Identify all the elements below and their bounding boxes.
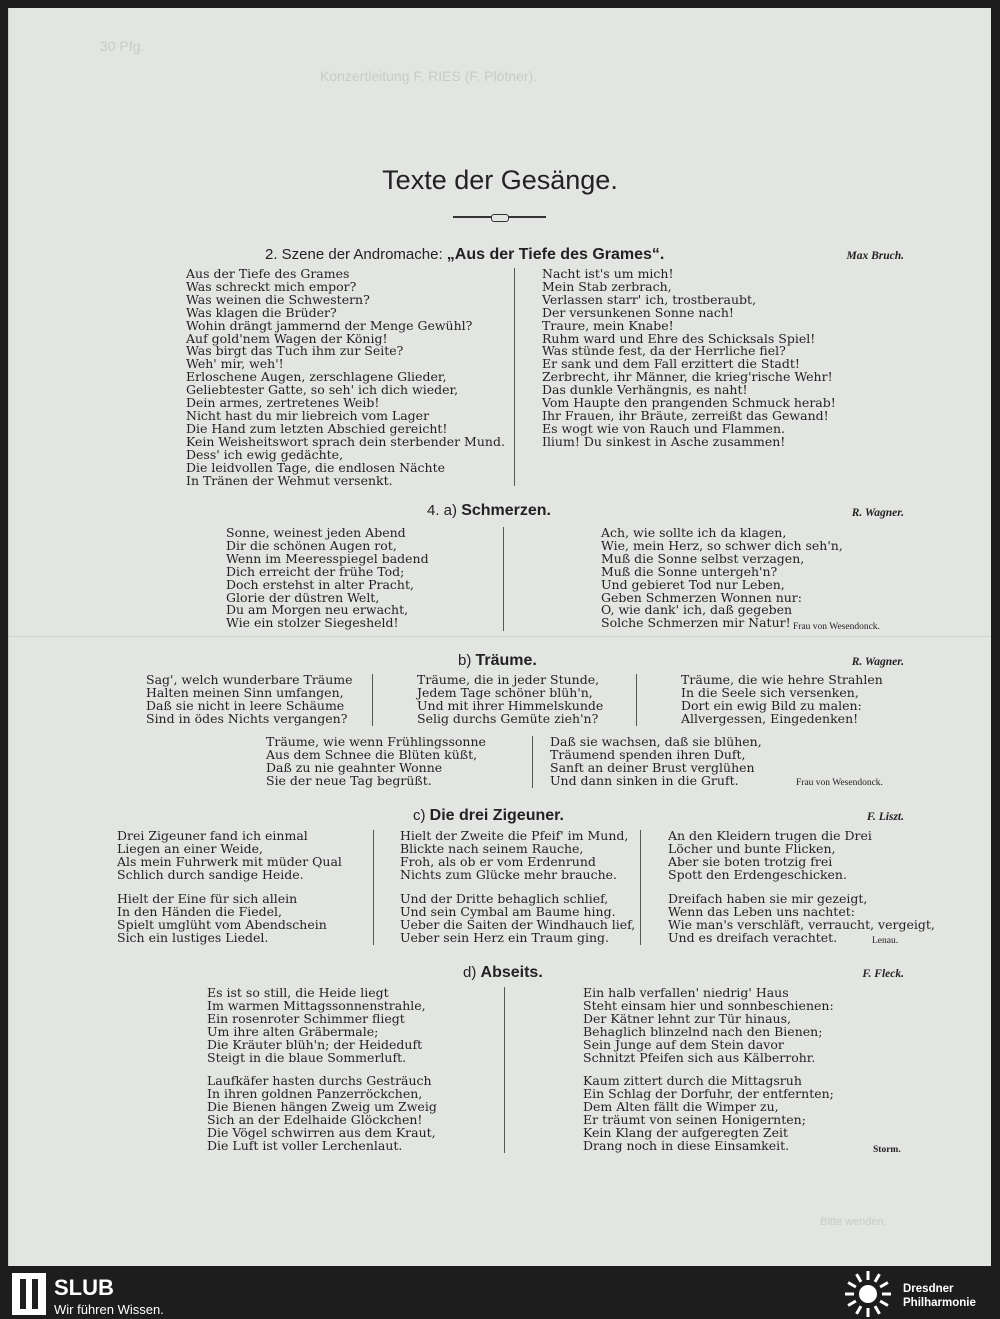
heading-prefix: c): [413, 807, 430, 824]
poem-line: Laufkäfer hasten durchs Gesträuch: [207, 1073, 432, 1088]
poem-line: Was birgt das Tuch ihm zur Seite?: [186, 343, 404, 359]
poem-line: In den Händen die Fiedel,: [117, 903, 283, 919]
heading-title: „Aus der Tiefe des Grames“.: [446, 246, 665, 263]
poem-line: Die Kräuter blüh'n; der Heideduft: [207, 1036, 423, 1052]
poem-line: In ihren goldnen Panzerröckchen,: [207, 1085, 423, 1101]
poem-line: Sind in ödes Nichts vergangen?: [146, 710, 348, 726]
orchestra-name-line2[interactable]: Philharmonie: [903, 1297, 976, 1309]
poem-line: Schnitzt Pfeifen sich aus Kälberrohr.: [583, 1049, 816, 1065]
poem-line: Dir die schönen Augen rot,: [226, 537, 397, 553]
slub-logo-icon[interactable]: [12, 1273, 46, 1315]
paper-fold: [8, 636, 991, 637]
poem-column-3: [668, 830, 872, 882]
poem-column-left: [207, 987, 426, 1064]
poem-line: Solche Schmerzen mir Natur!: [601, 615, 791, 631]
heading-title: Abseits.: [480, 964, 543, 981]
poem-line: Das dunkle Verhängnis, es naht!: [542, 382, 748, 398]
poem-line: Allvergessen, Eingedenken!: [681, 710, 859, 726]
poem-line: Sich ein lustiges Liedel.: [117, 929, 269, 945]
column-divider: [503, 527, 504, 631]
author-label: Storm.: [873, 1145, 901, 1155]
poem-column-right: [601, 527, 843, 630]
bleed-through-text: 30 Pfg.: [100, 38, 145, 54]
poem-line: Drei Zigeuner fand ich einmal: [117, 828, 308, 843]
poem-line: Daß sie wachsen, daß sie blühen,: [550, 734, 762, 749]
poem-line: Und sein Cymbal am Baume hing.: [400, 903, 616, 919]
poem-line: Sie der neue Tag begrüßt.: [266, 772, 432, 788]
poem-column-2: [417, 674, 603, 726]
poem-line: Und der Dritte behaglich schlief,: [400, 891, 609, 906]
poem-line: Zerbrecht, ihr Männer, die krieg'rische Wehr!: [542, 369, 833, 385]
column-divider: [514, 268, 515, 486]
poem-column-3: [681, 674, 883, 726]
poem-line: Weh' mir, weh'!: [186, 356, 284, 372]
poem-line: Nicht hast du mir liebreich vom Lager: [186, 407, 430, 423]
poem-column-1: [117, 830, 342, 882]
poem-line: Kaum zittert durch die Mittagsruh: [583, 1073, 802, 1088]
poem-line: Selig durchs Gemüte zieh'n?: [417, 710, 599, 726]
poem-line: Glorie der düstren Welt,: [226, 589, 380, 605]
poem-line: Aber sie boten trotzig frei: [668, 853, 833, 869]
poem-line: Erloschene Augen, zerschlagene Glieder,: [186, 369, 447, 385]
poem-line: Blickte nach seinem Rauche,: [400, 840, 584, 856]
section-heading-abseits: [463, 964, 543, 982]
poem-line: Was weinen die Schwestern?: [186, 291, 370, 307]
poem-line: Geben Schmerzen Wonnen nur:: [601, 589, 802, 605]
philharmonie-sun-icon[interactable]: [842, 1269, 894, 1319]
poem-line: Halten meinen Sinn umfangen,: [146, 684, 344, 700]
poem-line: Wie man's verschläft, verraucht, vergeigt,: [668, 916, 935, 932]
column-divider: [636, 674, 637, 726]
poem-line: Auf gold'nem Wagen der König!: [186, 330, 388, 346]
poem-line: Träumend spenden ihren Duft,: [550, 746, 746, 762]
poem-column-left-lower: [266, 736, 486, 788]
poem-line: Wohin drängt jammernd der Menge Gewühl?: [186, 317, 473, 333]
heading-title: Träume.: [475, 652, 537, 669]
poem-line: Im warmen Mittagssonnenstrahle,: [207, 997, 426, 1013]
poem-line: Dess' ich ewig gedächte,: [186, 446, 344, 462]
poem-line: Hielt der Eine für sich allein: [117, 891, 298, 906]
poem-column-left: [226, 527, 429, 630]
poem-line: Die Vögel schwirren aus dem Kraut,: [207, 1124, 436, 1140]
poem-line: Spott den Erdengeschicken.: [668, 866, 847, 882]
page-title: Texte der Gesänge.: [382, 165, 618, 195]
heading-prefix: 4. a): [427, 502, 462, 519]
title-divider-ornament: [453, 216, 546, 218]
poem-line: Muß die Sonne selbst verzagen,: [601, 550, 805, 566]
heading-prefix: d): [463, 964, 481, 981]
poem-line: Drang noch in diese Einsamkeit.: [583, 1137, 790, 1153]
section-heading-andromache: [265, 246, 664, 264]
heading-title: Schmerzen.: [461, 502, 551, 519]
poem-line: Wie ein stolzer Siegesheld!: [226, 615, 399, 631]
poem-line: Traure, mein Knabe!: [542, 317, 674, 333]
author-label: Frau von Wesendonck.: [796, 778, 883, 788]
poem-line: Aus dem Schnee die Blüten küßt,: [266, 746, 478, 762]
library-name[interactable]: SLUB: [54, 1275, 114, 1300]
poem-line: Ein halb verfallen' niedrig' Haus: [583, 985, 789, 1000]
poem-line: Daß zu nie geahnter Wonne: [266, 759, 443, 775]
poem-line: Steht einsam hier und sonnbeschienen:: [583, 997, 834, 1013]
poem-line: Ein rosenroter Schimmer fliegt: [207, 1010, 405, 1026]
bleed-through-text: Bitte wenden.: [820, 1216, 887, 1228]
composer-label: F. Liszt.: [866, 811, 904, 823]
poem-column-1: [146, 674, 353, 726]
poem-line: Es wogt wie von Rauch und Flammen.: [542, 420, 785, 436]
library-tagline: Wir führen Wissen.: [54, 1302, 164, 1317]
poem-line: Geliebtester Gatte, so seh' ich dich wieder,: [186, 382, 459, 398]
poem-line: Sein Junge auf dem Stein davor: [583, 1036, 784, 1052]
poem-line: Die Bienen hängen Zweig um Zweig: [207, 1098, 437, 1114]
poem-line: Und mit ihrer Himmelskunde: [417, 697, 604, 713]
poem-line: Die leidvollen Tage, die endlosen Nächte: [186, 459, 445, 475]
poem-line: Es ist so still, die Heide liegt: [207, 985, 389, 1000]
poem-column-1-lower: [117, 893, 327, 945]
poem-line: Kein Klang der aufgeregten Zeit: [583, 1124, 789, 1140]
column-divider: [373, 830, 374, 945]
poem-line: Ueber sein Herz ein Traum ging.: [400, 929, 610, 945]
poem-line: Du am Morgen neu erwacht,: [226, 602, 409, 618]
column-divider: [532, 736, 533, 788]
poem-line: Was stünde fest, da der Herrliche fiel?: [542, 343, 786, 359]
poem-line: In Tränen der Wehmut versenkt.: [186, 472, 393, 488]
poem-line: Als mein Fuhrwerk mit müder Qual: [117, 853, 342, 869]
poem-line: Um ihre alten Gräbermale;: [207, 1023, 379, 1039]
section-heading-zigeuner: [413, 807, 564, 825]
poem-line: Sich an der Edelhaide Glöckchen!: [207, 1111, 423, 1127]
poem-column-right: [583, 987, 834, 1064]
poem-line: Dein armes, zertretenes Weib!: [186, 395, 380, 411]
poem-line: Behaglich blinzelnd nach den Bienen;: [583, 1023, 823, 1039]
poem-line: Aus der Tiefe des Grames: [186, 266, 350, 281]
poem-column-left-lower: [207, 1075, 437, 1152]
poem-line: Jedem Tage schöner blüh'n,: [417, 684, 593, 700]
poem-line: Sonne, weinest jeden Abend: [226, 525, 406, 540]
poem-line: Ilium! Du sinkest in Asche zusammen!: [542, 433, 786, 449]
poem-line: Ach, wie sollte ich da klagen,: [601, 525, 787, 540]
poem-column-2: [400, 830, 628, 882]
poem-column-right: [542, 268, 836, 449]
poem-line: Verlassen starr' ich, trostberaubt,: [542, 291, 757, 307]
poem-line: Die Hand zum letzten Abschied gereicht!: [186, 420, 448, 436]
heading-title: Die drei Zigeuner.: [429, 807, 564, 824]
poem-line: Kein Weisheitswort sprach dein sterbender Mund.: [186, 433, 505, 449]
bleed-through-text: Konzertleitung F. RIES (F. Plötner).: [320, 68, 538, 84]
composer-label: F. Fleck.: [862, 968, 904, 980]
poem-line: Nacht ist's um mich!: [542, 266, 674, 281]
poem-line: Löcher und bunte Flicken,: [668, 840, 836, 856]
heading-prefix: b): [458, 652, 476, 669]
poem-column-2-lower: [400, 893, 635, 945]
margin-line: [8, 8, 9, 1266]
poem-line: Dreifach haben sie mir gezeigt,: [668, 891, 868, 906]
poem-line: Nichts zum Glücke mehr brauche.: [400, 866, 617, 882]
poem-line: Doch erstehst in alter Pracht,: [226, 576, 414, 592]
poem-line: Spielt umglüht vom Abendschein: [117, 916, 327, 932]
poem-line: Träume, wie wenn Frühlingssonne: [266, 734, 486, 749]
poem-line: Und es dreifach verachtet.: [668, 929, 838, 945]
composer-label: Max Bruch.: [846, 250, 904, 262]
column-divider: [372, 674, 373, 726]
column-divider: [504, 987, 505, 1153]
poem-line: Ein Schlag der Dorfuhr, der entfernten;: [583, 1085, 834, 1101]
poem-column-right-lower: [550, 736, 762, 788]
poem-line: Träume, die wie hehre Strahlen: [681, 672, 883, 687]
poem-line: Die Luft ist voller Lerchenlaut.: [207, 1137, 403, 1153]
poem-line: Sanft an deiner Brust verglühen: [550, 759, 755, 775]
poem-line: Ueber die Saiten der Windhauch lief,: [400, 916, 636, 932]
poem-line: Froh, als ob er vom Erdenrund: [400, 853, 596, 869]
composer-label: R. Wagner.: [851, 656, 904, 668]
column-divider: [640, 830, 641, 945]
poem-line: Wenn das Leben uns nachtet:: [668, 903, 855, 919]
poem-line: Sag', welch wunderbare Träume: [146, 672, 353, 687]
poem-line: Dich erreicht der frühe Tod;: [226, 563, 405, 579]
poem-line: Muß die Sonne untergeh'n?: [601, 563, 778, 579]
poem-line: Ihr Frauen, ihr Bräute, zerreißt das Gewand!: [542, 407, 829, 423]
poem-line: Schlich durch sandige Heide.: [117, 866, 304, 882]
poem-line: Er träumt von seinen Honigernten;: [583, 1111, 806, 1127]
poem-line: O, wie dank' ich, daß gegeben: [601, 602, 793, 618]
poem-line: Und dann sinken in die Gruft.: [550, 772, 739, 788]
document-page: [8, 8, 991, 1266]
poem-line: Vom Haupte den prangenden Schmuck herab!: [542, 395, 836, 411]
poem-line: Und gebieret Tod nur Leben,: [601, 576, 785, 592]
poem-line: Mein Stab zerbrach,: [542, 278, 672, 294]
section-heading-schmerzen: [427, 502, 551, 520]
poem-line: Wenn im Meeresspiegel badend: [226, 550, 429, 566]
poem-line: Dem Alten fällt die Wimper zu,: [583, 1098, 779, 1114]
poem-line: Was schreckt mich empor?: [186, 278, 357, 294]
poem-line: Daß sie nicht in leere Schäume: [146, 697, 345, 713]
poem-line: Dort ein ewig Bild zu malen:: [681, 697, 862, 713]
poem-column-right-lower: [583, 1075, 834, 1152]
heading-prefix: 2. Szene der Andromache:: [265, 246, 447, 263]
poem-line: Wie, mein Herz, so schwer dich seh'n,: [601, 537, 843, 553]
poem-column-left: [186, 268, 505, 487]
section-heading-traeume: [458, 652, 537, 670]
poem-line: Liegen an einer Weide,: [117, 840, 263, 856]
author-label: Frau von Wesendonck.: [793, 622, 880, 632]
poem-line: Hielt der Zweite die Pfeif' im Mund,: [400, 828, 629, 843]
author-label: Lenau.: [872, 936, 899, 946]
composer-label: R. Wagner.: [851, 507, 904, 519]
poem-line: An den Kleidern trugen die Drei: [668, 828, 872, 843]
orchestra-name-line1[interactable]: Dresdner: [903, 1283, 954, 1295]
poem-line: Steigt in die blaue Sommerluft.: [207, 1049, 407, 1065]
poem-line: In die Seele sich versenken,: [681, 684, 859, 700]
poem-line: Träume, die in jeder Stunde,: [417, 672, 600, 687]
poem-line: Der versunkenen Sonne nach!: [542, 304, 734, 320]
poem-line: Was klagen die Brüder?: [186, 304, 337, 320]
poem-line: Ruhm ward und Ehre des Schicksals Spiel!: [542, 330, 816, 346]
poem-line: Er sank und dem Fall erzittert die Stadt!: [542, 356, 800, 372]
poem-line: Der Kätner lehnt zur Tür hinaus,: [583, 1010, 791, 1026]
